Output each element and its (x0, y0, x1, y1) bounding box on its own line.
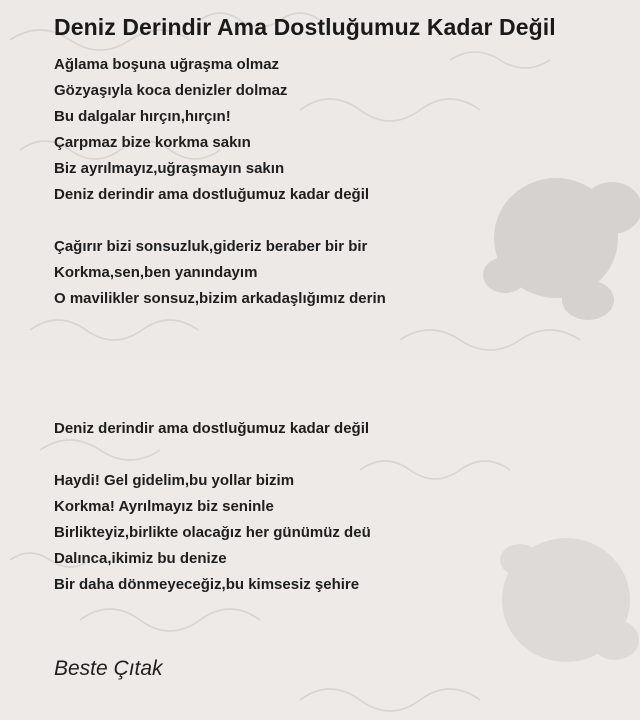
poem-line: Çağırır bizi sonsuzluk,gideriz beraber bir bir (54, 238, 368, 255)
poem-line: Dalınca,ikimiz bu denize (54, 550, 227, 567)
poem-line: Gözyaşıyla koca denizler dolmaz (54, 82, 288, 99)
stanza-break (54, 364, 634, 390)
poem-line: Biz ayrılmayız,uğraşmayın sakın (54, 160, 285, 177)
poem-author: Beste Çıtak (54, 657, 163, 680)
poem-line: Bu dalgalar hırçın,hırçın! (54, 108, 231, 125)
poem-line: Bir daha dönmeyeceğiz,bu kimsesiz şehire (54, 576, 360, 593)
poem-line: Birlikteyiz,birlikte olacağız her günümüz deü (54, 524, 371, 541)
poem-container (54, 8, 634, 598)
stanza-break (54, 390, 634, 416)
poem-body (54, 52, 634, 598)
poem-line: Deniz derindir ama dostluğumuz kadar değil (54, 186, 370, 203)
poem-line: Haydi! Gel gidelim,bu yollar bizim (54, 472, 295, 489)
poem-line: O mavilikler sonsuz,bizim arkadaşlığımız derin (54, 290, 386, 307)
poem-title: Deniz Derindir Ama Dostluğumuz Kadar Değil (54, 14, 556, 40)
stanza-break (54, 208, 634, 234)
poem-line: Korkma,sen,ben yanındayım (54, 264, 258, 281)
stanza-break (54, 442, 634, 468)
stanza-break (54, 312, 634, 338)
poem-line: Çarpmaz bize korkma sakın (54, 134, 251, 151)
poem-line: Korkma! Ayrılmayız biz seninle (54, 498, 274, 515)
poem-line: Ağlama boşuna uğraşma olmaz (54, 56, 280, 73)
poem-line: Deniz derindir ama dostluğumuz kadar değil (54, 420, 370, 437)
stanza-break (54, 338, 634, 364)
